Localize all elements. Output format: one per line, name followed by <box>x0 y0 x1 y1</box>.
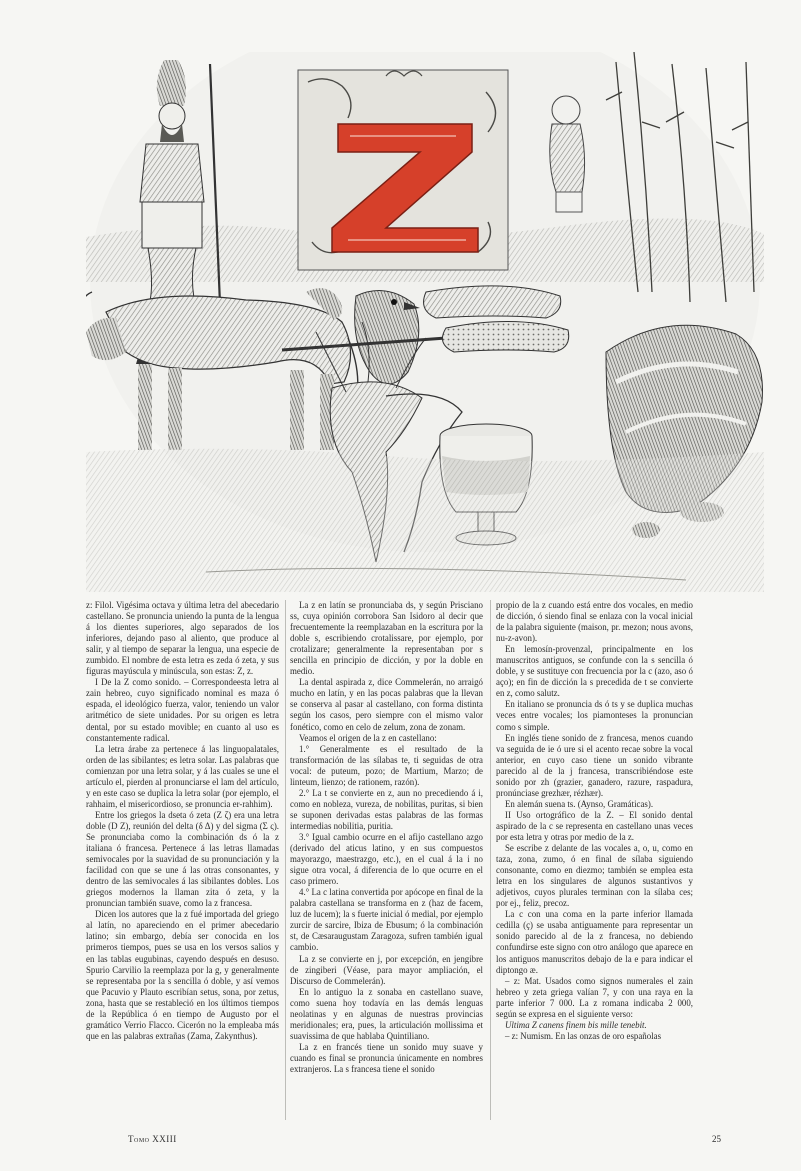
illustration-plate <box>86 52 764 592</box>
paragraph: Veamos el origen de la z en castellano: <box>299 732 437 743</box>
paragraph: – z: Mat. Usados como signos numerales el zain hebreo y zeta griega valían 7, y con una raya en la parte inferior 7 000. La z romana indicaba 2 000, según se expresa en el siguiente verso: <box>496 975 693 1019</box>
paragraph: En italiano se pronuncia ds ó ts y se duplica muchas veces entre vocales; los piamonteses la pronuncian como s simple. <box>496 699 693 732</box>
paragraph: La c con una coma en la parte inferior llamada cedilla (ç) se usaba antiguamente para representar un sonido parecido al de la z francesa, no debiendo confundirse este signo con otro análogo que aparece en los antiguos manuscritos debajo de la e para indicar el diptongo æ. <box>496 909 693 975</box>
paragraph: La dental aspirada z, dice Commelerán, no arraigó mucho en latín, y en las pocas palabras que la llevan se conserva al pasar al castellano, con forma distinta según los casos, pero siempre con el mismo valor fonético, como en celo de zelum, zona de zonam. <box>290 677 483 732</box>
paragraph: En lo antiguo la z sonaba en castellano suave, como suena hoy todavía en las demás lenguas neolatinas y en algunas de nuestras provincias meridionales; era, pues, la articulación mollissima et suavissima de que hablaba Quintiliano. <box>290 986 483 1041</box>
paragraph: z: Filol. Vigésima octava y última letra del abecedario castellano. Se pronuncia uniendo la punta de la lengua á los dientes superiores, algo separados de los inferiores, dejando paso al aliento, que produce al salir, y al tiempo de separar la lengua, una especie de zumbido. El nombre de esta letra es zeda ó zeta, y sus figuras mayúscula y minúscula, son estas: Z, z. <box>86 600 279 677</box>
paragraph: 3.° Igual cambio ocurre en el afijo castellano azgo (derivado del aticus latino, y en sus compuestos mayorazgo, maestrazgo, etc.), en el cual á la i no sigue otra vocal, á diferencia de lo que ocurre en el caso primero. <box>290 831 483 887</box>
paragraph: 1.° Generalmente es el resultado de la transformación de las sílabas te, ti seguidas de otra vocal: de puteum, pozo; de Martium, Marzo; de linteum, lienzo; de rationem, razón). <box>290 743 483 787</box>
paragraph: – z: Numism. En las onzas de oro españolas <box>505 1030 662 1041</box>
paragraph: Dicen los autores que la z fué importada del griego al latín, no apareciendo en el primer abecedario latino; sin embargo, debía ser conocida en los primeros tiempos, pues se usa en los versos salios y en las tablas eugubinas, cayendo después en desuso. Spurio Carvilio la reemplaza por la g, y generalmente se representaba por la s sencilla ó doble, y así vemos que Pacuvio y Plauto escribían setus, sona, por zetus, zona, hasta que se restableció en los últimos tiempos de la República ó en tiempo de Augusto por el gramático Verrio Flacco. Cicerón no la empleaba más que en las palabras extrañas (Zama, Zakynthus). <box>86 909 279 1041</box>
paragraph: La z se convierte en j, por excepción, en jengibre de zingiberi (Véase, para mayor ampliación, el Discurso de Commelerán). <box>290 953 483 986</box>
column-rule <box>285 600 286 1120</box>
text-column-1 <box>86 600 279 1042</box>
paragraph: 2.° La t se convierte en z, aun no precediendo á i, como en nobleza, vureza, de nobilitas, puritas, si bien se suponen derivadas estas palabras de las formas intermedias nobilitia, puritia. <box>290 787 483 831</box>
column-rule <box>490 600 491 1120</box>
paragraph: 4.° La c latina convertida por apócope en final de la palabra castellana se transforma en z (haz de facem, luz de lucem); la s fuerte inicial ó medial, por ejemplo zurcir de sarcire, Ibiza de Ebusum; ó la combinación st, de Cæsaraugustam Zaragoza, sufren también igual cambio. <box>290 887 483 953</box>
paragraph: En lemosín-provenzal, principalmente en los manuscritos antiguos, se confunde con la s sencilla ó doble, y se sustituye con frecuencia por la c (azo, aso ó aço); en fin de dicción la s precedida de t se convierte en z, como salutz. <box>496 644 693 699</box>
page-number: 25 <box>712 1134 721 1144</box>
paragraph: propio de la z cuando está entre dos vocales, en medio de dicción, ó siendo final se enlaza con la vocal inicial de la palabra siguiente (maison, pr. mezon; nous avons, nu-z-avon). <box>496 600 693 644</box>
paragraph: I De la Z como sonido. – Correspondeesta letra al zain hebreo, cuyo significado nominal es maza ó espada, el ideológico fuerza, valor, teniendo un valor aritmético de siete unidades. Por su origen es letra dental, por su estado movible; en cuanto al uso es constantemente radical. <box>86 677 279 743</box>
paragraph: En alemán suena ts. (Aynso, Gramáticas). <box>505 798 654 809</box>
paragraph: La letra árabe za pertenece á las linguopalatales, orden de las sibilantes; es letra solar. Las palabras que comienzan por una letra solar, y á las cuales se une el artículo el, pierden al pronunciarse el lam del artículo, y en este caso se duplica la letra solar (por ejemplo, el rahhaim, el misericordioso, se pronuncia er-rahhim). <box>86 743 279 809</box>
text-column-2 <box>290 600 483 1075</box>
paragraph: Se escribe z delante de las vocales a, o, u, como en taza, zona, zumo, ó en final de sílaba siguiendo consonante, como en diezmo; también se emplea esta letra en los singulares de algunos sustantivos y adjetivos, cuyos plurales terminan con la sílaba ces; por ej., feliz, precoz. <box>496 843 693 909</box>
paragraph: La z en latín se pronunciaba ds, y según Prisciano ss, cuya opinión corrobora San Isidoro al decir que frecuentemente la reemplazaban en la escritura por la doble s, escribiendo crotalissare, por ejemplo, por crotalizare; generalmente la representaban por s sencilla en principio de dicción, y por la doble en medio. <box>290 600 483 677</box>
paragraph: Entre los griegos la dseta ó zeta (Z ζ) era una letra doble (D Z), reunión del delta (δ Δ) y del sigma (Σ ς). Se pronunciaba como la combinación ds ó la z italiana ó francesa. Pertenece á las letras llamadas semivocales por la suavidad de su pronunciación y la facilidad con que se une á las otras consonantes, y dentro de las semivocales á las sibilantes dobles. Los griegos modernos la llaman zita ó zeta, y la pronuncian también suave, como la z francesa. <box>86 809 279 909</box>
volume-label: Tomo XXIII <box>128 1134 177 1144</box>
paragraph: En inglés tiene sonido de z francesa, menos cuando va seguida de ie ó ure si el acento recae sobre la vocal anterior, en cuyo caso tiene un sonido vibrante parecido al de la j francesa, transcribiéndose este sonido por zh (grazier, ganadero, razure, raspadura, pronúnciase grezhær, rézhær). <box>496 732 693 798</box>
paragraph: La z en francés tiene un sonido muy suave y cuando es final se pronuncia únicamente en nombres extranjeros. La s francesa tiene el sonido <box>290 1041 483 1074</box>
latin-verse: Ultima Z canens finem bis mille tenebit. <box>505 1019 647 1030</box>
text-column-3 <box>496 600 693 1042</box>
paragraph: II Uso ortográfico de la Z. – El sonido dental aspirado de la c se representa en castellano unas veces por esta letra y otras por medio de la z. <box>496 809 693 842</box>
